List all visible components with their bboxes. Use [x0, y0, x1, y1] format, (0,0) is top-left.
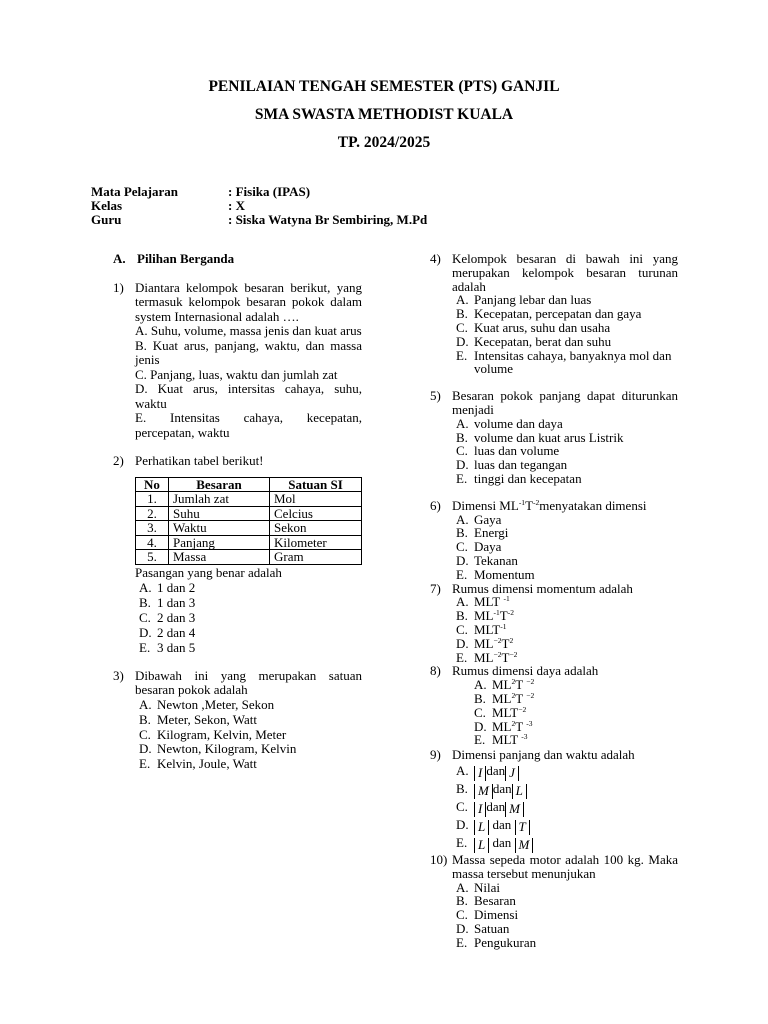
answer-option — [452, 526, 678, 540]
answer-option — [452, 651, 678, 665]
formula-part: T — [515, 690, 523, 706]
table-row — [136, 506, 362, 521]
question-number: 4) — [430, 251, 441, 266]
formula-part: T — [515, 677, 523, 693]
question-text: Besaran pokok panjang dapat diturunkan menjadi — [452, 388, 678, 417]
option-letter: E. — [474, 732, 486, 748]
answer-option — [135, 757, 362, 772]
option-formula — [474, 637, 678, 651]
formula-exponent: -3 — [526, 718, 533, 728]
answer-option — [452, 817, 678, 835]
question-7 — [430, 582, 678, 665]
table-cell: Mol — [270, 492, 362, 507]
option-text: luas dan volume — [474, 443, 560, 459]
question-number: 10) — [430, 852, 448, 868]
left-column — [113, 252, 362, 772]
table-cell: Sekon — [270, 521, 362, 536]
formula-exponent: 2 — [509, 635, 514, 645]
option-formula — [474, 623, 678, 637]
answer-option — [452, 335, 678, 349]
answer-option — [452, 321, 678, 335]
table-row — [136, 535, 362, 550]
option-text: Energi — [474, 525, 509, 541]
answer-option — [452, 349, 678, 377]
answer-option — [452, 595, 678, 609]
answer-option — [452, 781, 678, 799]
formula-part: MLT — [474, 621, 501, 637]
option-text: Momentum — [474, 566, 535, 582]
table-cell: 4. — [136, 535, 169, 550]
option-text: Gaya — [474, 511, 502, 527]
option-text: 2 dan 3 — [157, 609, 196, 625]
option-letter: D. — [456, 817, 469, 833]
formula-part: dan — [492, 781, 512, 797]
formula-part: Dimensi ML — [452, 497, 519, 513]
option-formula — [474, 651, 678, 665]
option-letter: C. — [139, 609, 151, 625]
table-cell: 1. — [136, 492, 169, 507]
table-row — [136, 492, 362, 507]
answer-option — [452, 835, 678, 853]
table-cell: Panjang — [169, 535, 270, 550]
table-cell: 3. — [136, 521, 169, 536]
option-letter: D. — [456, 333, 469, 349]
info-value: : Fisika (IPAS) — [228, 184, 311, 199]
answer-option — [452, 763, 678, 781]
question-number: 3) — [113, 667, 124, 683]
table-cell: 5. — [136, 550, 169, 565]
question-number: 9) — [430, 747, 441, 763]
option-letter: A. — [139, 579, 152, 595]
question-1 — [113, 281, 362, 441]
formula-exponent: −2 — [526, 690, 535, 700]
option-text: Kuat arus, suhu dan usaha — [474, 319, 611, 335]
formula-exponent: −2 — [509, 649, 518, 659]
option-letter: B. — [456, 306, 468, 322]
formula-part: MLT — [492, 732, 519, 748]
table-row — [136, 521, 362, 536]
formula-part: ML — [474, 649, 494, 665]
option-text: Intensitas cahaya, banyaknya mol dan volume — [474, 347, 672, 377]
option-formula — [492, 678, 678, 692]
option-text: Kecepatan, berat dan suhu — [474, 333, 612, 349]
answer-option: A. Suhu, volume, massa jenis dan kuat arus — [135, 323, 362, 338]
answer-option — [452, 637, 678, 651]
question-8 — [430, 664, 678, 747]
question-9 — [430, 747, 678, 853]
formula-part: ML — [474, 635, 494, 651]
question-number: 1) — [113, 279, 124, 295]
answer-option — [135, 698, 362, 713]
option-letter: E. — [139, 639, 151, 655]
option-text: Dimensi — [474, 907, 519, 923]
answer-option — [452, 293, 678, 307]
option-letter: E. — [456, 470, 468, 486]
answer-option — [452, 894, 678, 908]
formula-part: T — [525, 497, 534, 513]
formula-exponent: -2 — [533, 497, 540, 507]
formula-exponent: −2 — [526, 677, 535, 687]
question-6 — [430, 499, 678, 582]
option-formula — [474, 763, 678, 781]
answer-option — [452, 554, 678, 568]
header-school: SMA SWASTA METHODIST KUALA — [254, 106, 514, 123]
option-letter: A. — [456, 879, 469, 895]
formula-part: dan — [486, 763, 506, 779]
option-text: Besaran — [474, 893, 516, 909]
table-header: Satuan SI — [270, 477, 362, 492]
option-letter: D. — [456, 921, 469, 937]
formula-exponent: -1 — [503, 594, 510, 604]
option-formula — [474, 835, 678, 853]
formula-part: T — [515, 718, 523, 734]
option-formula — [474, 609, 678, 623]
option-text: luas dan tegangan — [474, 457, 568, 473]
option-text: Nilai — [474, 879, 500, 895]
quantity-table — [135, 477, 362, 565]
option-letter: B. — [456, 608, 468, 624]
option-text: tinggi dan kecepatan — [474, 470, 582, 486]
option-text: volume dan daya — [474, 415, 563, 431]
question-text — [452, 499, 678, 513]
formula-exponent: −2 — [493, 649, 502, 659]
option-letter: C. — [456, 539, 468, 555]
option-letter: B. — [474, 690, 486, 706]
answer-option — [452, 706, 678, 720]
option-letter: E. — [456, 835, 468, 851]
table-cell: Celcius — [270, 506, 362, 521]
option-text: 1 dan 2 — [157, 579, 196, 595]
info-value: : Siska Watyna Br Sembiring, M.Pd — [228, 212, 428, 227]
answer-option — [135, 713, 362, 728]
option-text: volume dan kuat arus Listrik — [474, 429, 624, 445]
option-text: 3 dan 5 — [157, 639, 196, 655]
question-10 — [430, 853, 678, 950]
option-letter: C. — [456, 319, 468, 335]
option-text: Newton ,Meter, Sekon — [157, 697, 275, 713]
answer-option — [135, 742, 362, 757]
section-title: Pilihan Berganda — [137, 251, 235, 266]
header-title: PENILAIAN TENGAH SEMESTER (PTS) GANJIL — [208, 78, 560, 95]
option-letter: D. — [456, 635, 469, 651]
answer-option — [452, 936, 678, 950]
answer-option — [452, 623, 678, 637]
right-column — [430, 252, 678, 950]
option-letter: D. — [474, 718, 487, 734]
option-letter: A. — [456, 511, 469, 527]
option-letter: E. — [456, 347, 468, 363]
option-letter: A. — [139, 697, 152, 713]
table-cell: Gram — [270, 550, 362, 565]
question-text: Massa sepeda motor adalah 100 kg. Maka massa tersebut menunjukan — [452, 852, 678, 881]
answer-option — [135, 580, 362, 595]
dimension-symbol: M — [515, 838, 534, 853]
answer-option — [135, 625, 362, 640]
option-letter: B. — [456, 893, 468, 909]
formula-part: menyatakan dimensi — [539, 497, 647, 513]
question-5 — [430, 389, 678, 486]
question-text: Dibawah ini yang merupakan satuan besaran pokok adalah — [135, 667, 362, 698]
answer-option — [452, 472, 678, 486]
option-text: Tekanan — [474, 552, 518, 568]
option-formula — [474, 817, 678, 835]
answer-option — [452, 922, 678, 936]
table-cell: Kilometer — [270, 535, 362, 550]
option-formula — [492, 692, 678, 706]
formula-exponent: -1 — [493, 608, 500, 618]
info-key: Mata Pelajaran — [91, 184, 179, 199]
dimension-symbol: L — [512, 784, 527, 799]
info-key: Guru — [91, 212, 122, 227]
formula-part: MLT — [492, 704, 519, 720]
dimension-symbol: I — [474, 802, 486, 817]
formula-part: T — [501, 649, 510, 665]
info-key: Kelas — [91, 198, 123, 213]
formula-part: dan — [486, 799, 506, 815]
table-cell: 2. — [136, 506, 169, 521]
option-letter: B. — [456, 429, 468, 445]
option-letter: B. — [139, 711, 151, 727]
answer-option — [452, 733, 678, 747]
question-number: 8) — [430, 663, 441, 679]
formula-exponent: -2 — [507, 608, 514, 618]
dimension-symbol: J — [505, 766, 519, 781]
option-formula — [492, 720, 678, 734]
option-formula — [492, 706, 678, 720]
option-letter: E. — [456, 649, 468, 665]
dimension-symbol: M — [505, 802, 524, 817]
formula-exponent: −2 — [518, 704, 527, 714]
option-letter: A. — [456, 292, 469, 308]
option-text: Satuan — [474, 921, 510, 937]
option-text: Daya — [474, 539, 502, 555]
formula-part: T — [499, 608, 508, 624]
formula-part: ML — [492, 677, 512, 693]
question-text: Perhatikan tabel berikut! — [135, 453, 264, 468]
option-text: Kecepatan, percepatan dan gaya — [474, 306, 642, 322]
formula-exponent: 2 — [511, 677, 516, 687]
question-text: Diantara kelompok besaran berikut, yang termasuk kelompok besaran pokok dalam system Internasional adalah …. — [135, 279, 362, 324]
option-letter: C. — [139, 726, 151, 742]
answer-option — [135, 640, 362, 655]
formula-part: dan — [492, 817, 512, 833]
header-year: TP. 2024/2025 — [337, 134, 431, 151]
answer-option — [135, 728, 362, 743]
option-letter: D. — [456, 457, 469, 473]
option-letter: B. — [456, 525, 468, 541]
option-letter: E. — [456, 934, 468, 950]
option-text: Pengukuran — [474, 934, 537, 950]
option-letter: A. — [456, 594, 469, 610]
option-text: 1 dan 3 — [157, 594, 196, 610]
option-letter: B. — [139, 594, 151, 610]
answer-option — [452, 678, 678, 692]
table-cell: Massa — [169, 550, 270, 565]
answer-option: B. Kuat arus, panjang, waktu, dan massa jenis — [135, 337, 362, 367]
question-text: Dimensi panjang dan waktu adalah — [452, 747, 635, 763]
answer-option: D. Kuat arus, intersitas cahaya, suhu, waktu — [135, 381, 362, 411]
question-2 — [113, 454, 362, 655]
answer-option: C. Panjang, luas, waktu dan jumlah zat — [135, 366, 338, 382]
question-number: 5) — [430, 388, 441, 404]
table-header: Besaran — [169, 477, 270, 492]
option-letter: B. — [456, 781, 468, 797]
option-letter: D. — [139, 624, 152, 640]
dimension-symbol: T — [515, 820, 530, 835]
option-text: Newton, Kilogram, Kelvin — [157, 741, 297, 757]
option-letter: D. — [456, 552, 469, 568]
formula-exponent: −2 — [493, 635, 502, 645]
formula-part: ML — [474, 608, 494, 624]
answer-option — [452, 609, 678, 623]
question-number: 6) — [430, 497, 441, 513]
option-letter: C. — [456, 443, 468, 459]
answer-option — [452, 568, 678, 582]
table-header-row — [136, 477, 362, 492]
answer-option: E. Intensitas cahaya, kecepatan, percepatan, waktu — [135, 410, 362, 440]
answer-option — [452, 458, 678, 472]
option-text: Kelvin, Joule, Watt — [157, 756, 257, 772]
option-formula — [474, 799, 678, 817]
table-cell: Suhu — [169, 506, 270, 521]
table-row — [136, 550, 362, 565]
answer-option — [135, 595, 362, 610]
dimension-symbol: L — [474, 820, 489, 835]
option-letter: C. — [456, 621, 468, 637]
formula-part: ML — [492, 690, 512, 706]
formula-part: dan — [492, 835, 512, 851]
dimension-symbol: M — [474, 784, 493, 799]
formula-exponent: -1 — [500, 621, 507, 631]
info-value: : X — [228, 198, 245, 213]
answer-option — [452, 444, 678, 458]
table-cell: Jumlah zat — [169, 492, 270, 507]
formula-exponent: -1 — [518, 497, 526, 507]
answer-option — [452, 908, 678, 922]
question-4 — [430, 252, 678, 376]
option-text: Panjang lebar dan luas — [474, 292, 592, 308]
question-text: Rumus dimensi daya adalah — [452, 663, 599, 679]
table-cell: Waktu — [169, 521, 270, 536]
option-letter: C. — [474, 704, 486, 720]
answer-option — [452, 881, 678, 895]
option-letter: A. — [456, 415, 469, 431]
option-letter: A. — [456, 763, 469, 779]
answer-option — [452, 307, 678, 321]
question-number: 7) — [430, 580, 441, 596]
option-letter: C. — [456, 907, 468, 923]
option-letter: E. — [139, 756, 151, 772]
answer-option — [452, 513, 678, 527]
option-letter: A. — [474, 677, 487, 693]
formula-exponent: 2 — [511, 690, 516, 700]
question-text: Rumus dimensi momentum adalah — [452, 580, 633, 596]
option-text: Kilogram, Kelvin, Meter — [157, 726, 287, 742]
question-text: Pasangan yang benar adalah — [135, 564, 282, 580]
question-number: 2) — [113, 453, 124, 468]
option-letter: E. — [456, 566, 468, 582]
section-letter: A. — [113, 251, 126, 266]
question-text: Kelompok besaran di bawah ini yang merupakan kelompok besaran turunan adalah — [452, 251, 678, 294]
option-text: 2 dan 4 — [157, 624, 196, 640]
answer-option — [452, 799, 678, 817]
formula-part: T — [501, 635, 510, 651]
dimension-symbol: I — [474, 766, 486, 781]
answer-option — [452, 692, 678, 706]
option-formula — [474, 781, 678, 799]
option-letter: C. — [456, 799, 468, 815]
question-3 — [113, 669, 362, 773]
answer-option — [452, 431, 678, 445]
formula-part: ML — [492, 718, 512, 734]
formula-exponent: -3 — [521, 732, 528, 742]
dimension-symbol: L — [474, 838, 489, 853]
answer-option — [452, 417, 678, 431]
section-heading — [113, 252, 362, 267]
option-formula — [474, 595, 678, 609]
formula-part: MLT — [474, 594, 501, 610]
option-text: Meter, Sekon, Watt — [157, 711, 258, 727]
answer-option — [135, 610, 362, 625]
answer-option — [452, 720, 678, 734]
formula-exponent: 2 — [511, 718, 516, 728]
table-header: No — [136, 477, 169, 492]
answer-option — [452, 540, 678, 554]
option-formula — [492, 733, 678, 747]
option-letter: D. — [139, 741, 152, 757]
